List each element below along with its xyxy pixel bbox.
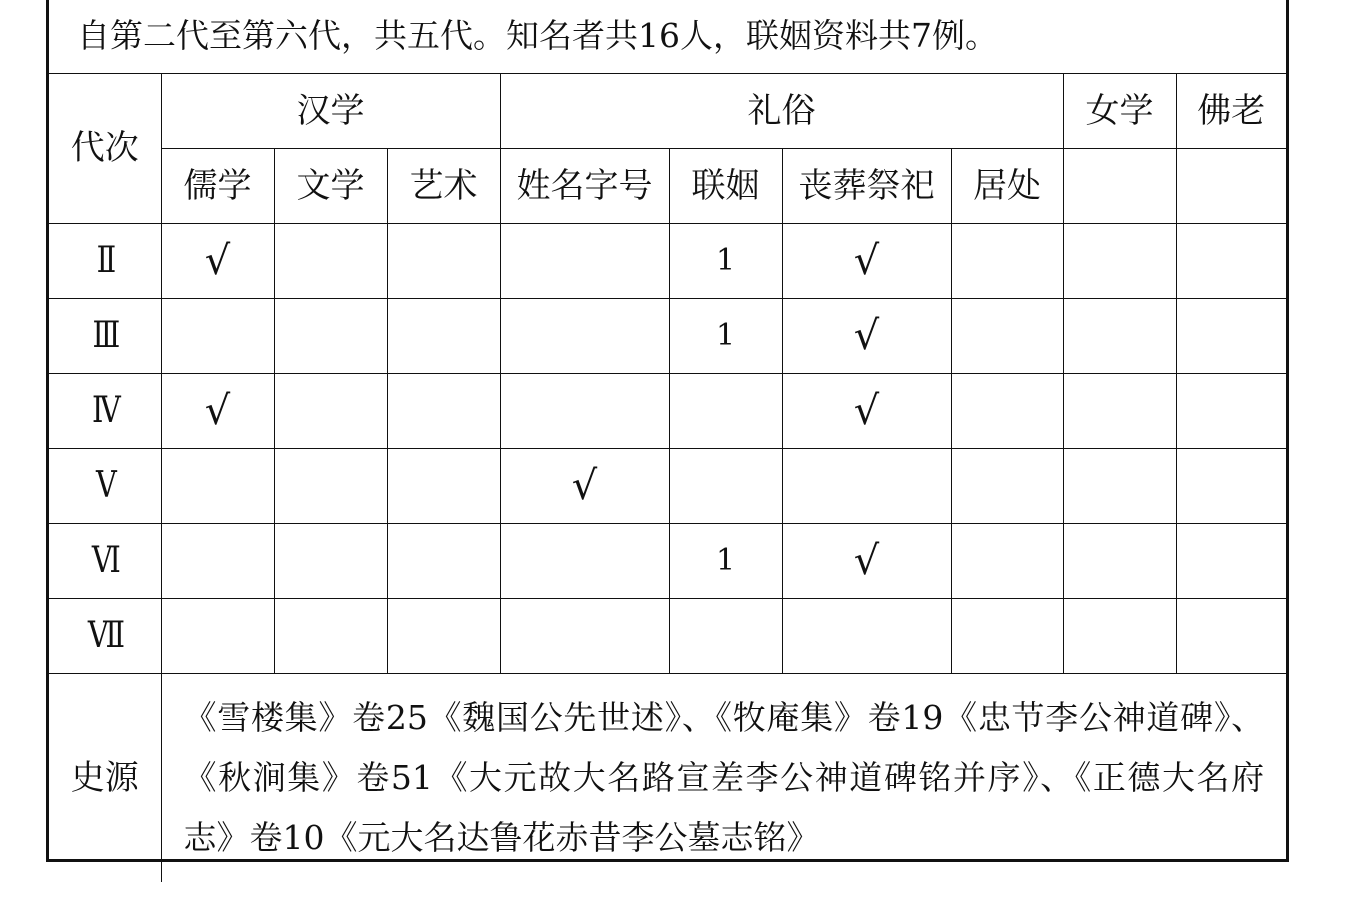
cell-names bbox=[500, 523, 669, 598]
cell-art bbox=[387, 523, 500, 598]
cell-confucian bbox=[161, 298, 274, 373]
cell-residence bbox=[951, 298, 1063, 373]
source-label: 史源 bbox=[49, 673, 161, 882]
header-row-groups bbox=[49, 73, 1286, 148]
cell-female bbox=[1063, 373, 1176, 448]
cell-buddhism bbox=[1176, 223, 1286, 298]
header-sub-confucian: 儒学 bbox=[161, 148, 274, 223]
cell-buddhism bbox=[1176, 523, 1286, 598]
cell-funeral bbox=[782, 598, 951, 673]
cell-buddhism bbox=[1176, 298, 1286, 373]
cell-funeral bbox=[782, 448, 951, 523]
cell-art bbox=[387, 298, 500, 373]
header-sub-residence: 居处 bbox=[951, 148, 1063, 223]
cell-literature bbox=[274, 373, 387, 448]
source-text: 《雪楼集》卷25《魏国公先世述》、《牧庵集》卷19《忠节李公神道碑》、《秋涧集》卷51《大元故大名路宣差李公神道碑铭并序》、《正德大名府志》卷10《元大名达鲁花赤昔李公墓志铭》 bbox=[161, 673, 1286, 882]
cell-residence bbox=[951, 598, 1063, 673]
header-sub-marriage: 联姻 bbox=[669, 148, 782, 223]
cell-confucian: √ bbox=[161, 223, 274, 298]
header-sub-funeral: 丧葬祭祀 bbox=[782, 148, 951, 223]
cell-residence bbox=[951, 223, 1063, 298]
cell-marriage: 1 bbox=[669, 223, 782, 298]
generation-cell: Ⅴ bbox=[60, 448, 150, 523]
cell-female bbox=[1063, 223, 1176, 298]
header-sub-empty-buddhism bbox=[1176, 148, 1286, 223]
cell-confucian: √ bbox=[161, 373, 274, 448]
header-sub-empty-female bbox=[1063, 148, 1176, 223]
cell-art bbox=[387, 598, 500, 673]
cell-literature bbox=[274, 223, 387, 298]
summary-row bbox=[49, 0, 1286, 73]
table-row bbox=[49, 373, 1286, 448]
cell-female bbox=[1063, 598, 1176, 673]
generation-cell: Ⅱ bbox=[60, 223, 150, 298]
header-group-han: 汉学 bbox=[161, 73, 500, 148]
cell-names bbox=[500, 373, 669, 448]
cell-marriage bbox=[669, 373, 782, 448]
header-sub-literature: 文学 bbox=[274, 148, 387, 223]
cell-marriage bbox=[669, 448, 782, 523]
header-row-sub bbox=[49, 148, 1286, 223]
document-table-frame bbox=[46, 0, 1289, 862]
cell-confucian bbox=[161, 523, 274, 598]
cell-marriage: 1 bbox=[669, 523, 782, 598]
header-buddhism-taoism: 佛老 bbox=[1176, 73, 1286, 148]
cell-confucian bbox=[161, 448, 274, 523]
table-row bbox=[49, 298, 1286, 373]
cell-art bbox=[387, 373, 500, 448]
cell-names bbox=[500, 598, 669, 673]
table-row bbox=[49, 523, 1286, 598]
cell-confucian bbox=[161, 598, 274, 673]
generation-cell: Ⅶ bbox=[60, 598, 150, 673]
cell-names bbox=[500, 223, 669, 298]
cell-names bbox=[500, 298, 669, 373]
generation-cell: Ⅳ bbox=[60, 373, 150, 448]
table-row bbox=[49, 223, 1286, 298]
cell-funeral: √ bbox=[782, 298, 951, 373]
cell-funeral: √ bbox=[782, 373, 951, 448]
genealogy-table bbox=[49, 0, 1286, 882]
cell-literature bbox=[274, 598, 387, 673]
table-row bbox=[49, 598, 1286, 673]
cell-female bbox=[1063, 523, 1176, 598]
cell-literature bbox=[274, 523, 387, 598]
header-group-li: 礼俗 bbox=[500, 73, 1063, 148]
header-generation: 代次 bbox=[49, 73, 161, 223]
cell-funeral: √ bbox=[782, 223, 951, 298]
source-row bbox=[49, 673, 1286, 882]
summary-text: 自第二代至第六代，共五代。知名者共16人，联姻资料共7例。 bbox=[49, 0, 1286, 73]
cell-names: √ bbox=[500, 448, 669, 523]
cell-residence bbox=[951, 373, 1063, 448]
cell-literature bbox=[274, 448, 387, 523]
generation-cell: Ⅵ bbox=[60, 523, 150, 598]
header-sub-art: 艺术 bbox=[387, 148, 500, 223]
cell-art bbox=[387, 223, 500, 298]
header-female: 女学 bbox=[1063, 73, 1176, 148]
cell-buddhism bbox=[1176, 598, 1286, 673]
header-sub-names: 姓名字号 bbox=[500, 148, 669, 223]
table-row bbox=[49, 448, 1286, 523]
generation-cell: Ⅲ bbox=[60, 298, 150, 373]
cell-residence bbox=[951, 523, 1063, 598]
cell-art bbox=[387, 448, 500, 523]
cell-funeral: √ bbox=[782, 523, 951, 598]
cell-buddhism bbox=[1176, 448, 1286, 523]
cell-marriage: 1 bbox=[669, 298, 782, 373]
cell-literature bbox=[274, 298, 387, 373]
cell-female bbox=[1063, 298, 1176, 373]
cell-residence bbox=[951, 448, 1063, 523]
cell-buddhism bbox=[1176, 373, 1286, 448]
cell-marriage bbox=[669, 598, 782, 673]
cell-female bbox=[1063, 448, 1176, 523]
